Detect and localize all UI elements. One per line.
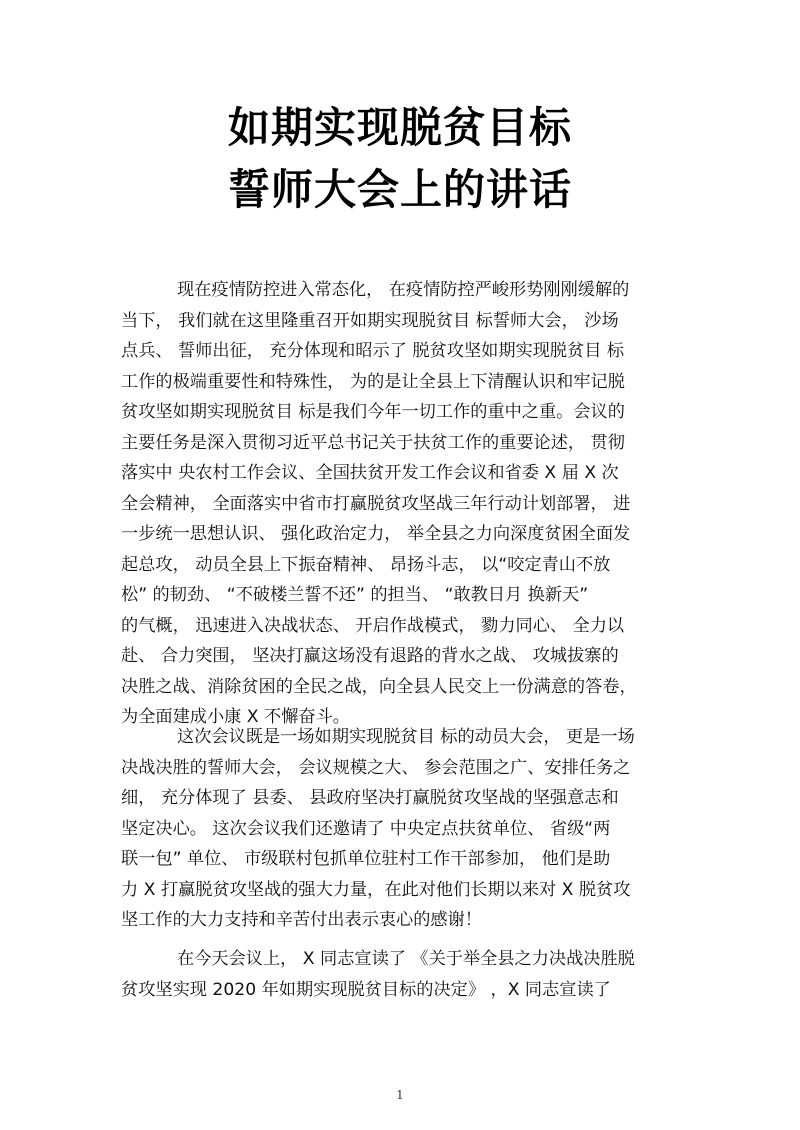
paragraph-line: 一步统一思想认识、 强化政治定力， 举全县之力向深度贫困全面发 <box>121 524 631 544</box>
paragraph-line: 现在疫情防控进入常态化， 在疫情防控严峻形势刚刚缓解的 <box>177 280 630 300</box>
paragraph-line: 赴、 合力突围， 坚决打赢这场没有退路的背水之战、 攻城拔寨的 <box>121 646 619 666</box>
paragraph-line: 当下， 我们就在这里隆重召开如期实现脱贫目 标誓师大会， 沙场 <box>121 310 619 331</box>
paragraph-line: 贫攻坚如期实现脱贫目 标是我们今年一切工作的重中之重。会议的 <box>121 402 625 422</box>
paragraph-line: 联一包” 单位、 市级联村包抓单位驻村工作干部参加， 他们是助 <box>121 849 611 869</box>
paragraph-line: 主要任务是深入贯彻习近平总书记关于扶贫工作的重要论述， 贯彻 <box>121 432 625 453</box>
paragraph-line: 细， 充分体现了 县委、 县政府坚决打赢脱贫攻坚战的坚强意志和 <box>121 788 619 808</box>
paragraph-1 <box>121 275 681 733</box>
document-title-line-1: 如期实现脱贫目标 <box>227 103 572 152</box>
paragraph-line: 这次会议既是一场如期实现脱贫目 标的动员大会， 更是一场 <box>177 727 635 747</box>
paragraph-2 <box>121 722 681 936</box>
paragraph-line: 松” 的韧劲、 “不破楼兰誓不还” 的担当、 “敢教日月 换新天” <box>121 585 589 605</box>
paragraph-line: 决战决胜的誓师大会， 会议规模之大、 参会范围之广、安排任务之 <box>121 757 631 778</box>
paragraph-line: 的气概， 迅速进入决战状态、 开启作战模式， 勠力同心、 全力以 <box>121 615 625 636</box>
paragraph-line: 力 X 打赢脱贫攻坚战的强大力量，在此对他们长期以来对 X 脱贫攻 <box>121 879 631 900</box>
paragraph-line: 决胜之战、消除贫困的全民之战，向全县人民交上一份满意的答卷， <box>121 676 637 697</box>
page-number: 1 <box>396 1088 404 1102</box>
paragraph-line: 起总攻， 动员全县上下振奋精神、 昂扬斗志， 以“咬定青山不放 <box>121 554 611 575</box>
paragraph-line: 为全面建成小康 X 不懈奋斗。 <box>121 707 350 727</box>
document-title-line-2: 誓师大会上的讲话 <box>227 165 572 214</box>
paragraph-line: 落实中 央农村工作会议、全国扶贫开发工作会议和省委 X 届 X 次 <box>121 463 619 483</box>
paragraph-line: 坚工作的大力支持和辛苦付出表示衷心的感谢！ <box>121 910 482 930</box>
paragraph-line: 工作的极端重要性和特殊性， 为的是让全县上下清醒认识和牢记脱 <box>121 371 625 392</box>
paragraph-line: 在今天会议上， X 同志宣读了 《关于举全县之力决战决胜脱 <box>177 949 635 969</box>
paragraph-line: 全会精神， 全面落实中省市打赢脱贫攻坚战三年行动计划部署， 进 <box>121 493 631 514</box>
paragraph-3 <box>121 944 681 1005</box>
paragraph-line: 坚定决心。 这次会议我们还邀请了 中央定点扶贫单位、 省级“两 <box>121 818 611 839</box>
paragraph-line: 贫攻坚实现 2020 年如期实现脱贫目标的决定》 ，X 同志宣读了 <box>121 979 611 1000</box>
paragraph-line: 点兵、 誓师出征， 充分体现和昭示了 脱贫攻坚如期实现脱贫目 标 <box>121 341 625 361</box>
